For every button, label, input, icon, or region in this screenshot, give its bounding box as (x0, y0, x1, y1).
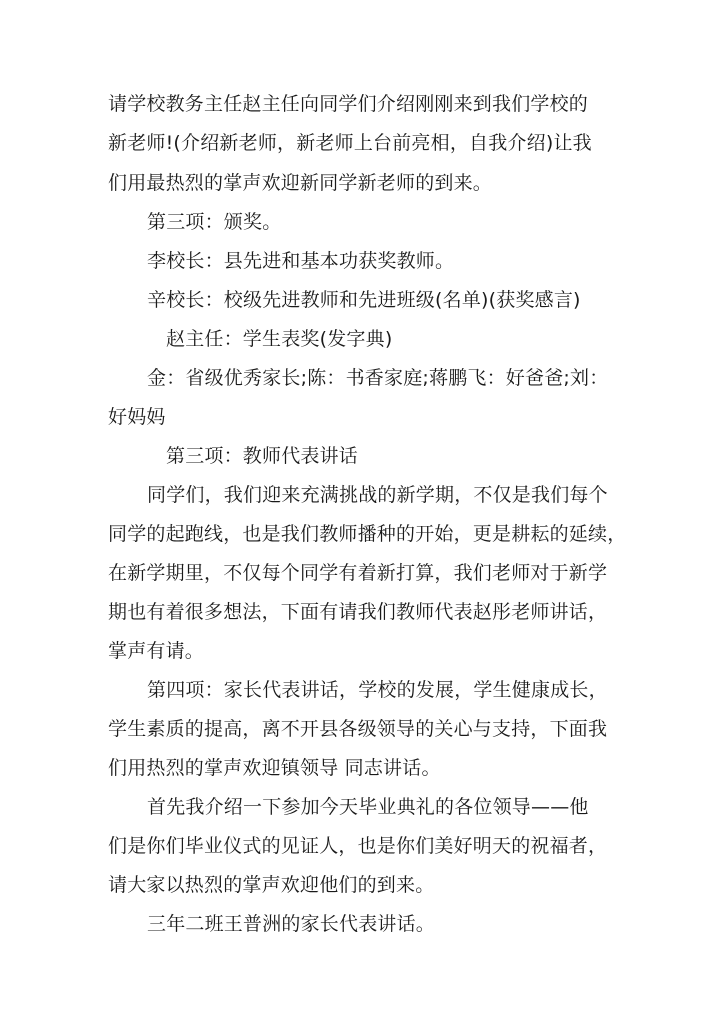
text-line: 赵主任：学生表奖(发字典) (166, 328, 393, 350)
text-line: 同学的起跑线，也是我们教师播种的开始，更是耕耘的延续， (108, 523, 627, 545)
text-line: 学生素质的提高，离不开县各级领导的关心与支持，下面我 (108, 718, 608, 740)
text-line: 掌声有请。 (108, 640, 205, 662)
text-line: 金：省级优秀家长;陈：书香家庭;蒋鹏飞：好爸爸;刘： (147, 367, 609, 389)
text-line: 在新学期里，不仅每个同学有着新打算，我们老师对于新学 (108, 562, 608, 584)
text-line: 三年二班王普洲的家长代表讲话。 (147, 913, 436, 935)
text-line: 同学们，我们迎来充满挑战的新学期，不仅是我们每个 (147, 484, 608, 506)
text-line: 们是你们毕业仪式的见证人，也是你们美好明天的祝福者， (108, 835, 608, 857)
section-heading: 第三项：教师代表讲话 (166, 445, 359, 467)
text-line: 辛校长：校级先进教师和先进班级(名单)(获奖感言) (147, 289, 581, 311)
text-line: 新老师!(介绍新老师，新老师上台前亮相，自我介绍)让我 (108, 132, 592, 154)
text-line: 请学校教务主任赵主任向同学们介绍刚刚来到我们学校的 (108, 93, 589, 115)
text-line: 期也有着很多想法，下面有请我们教师代表赵彤老师讲话， (108, 601, 608, 623)
section-heading: 第三项：颁奖。 (147, 211, 282, 233)
text-line: 们用热烈的掌声欢迎镇领导 同志讲话。 (108, 757, 441, 779)
text-line: 李校长：县先进和基本功获奖教师。 (147, 250, 455, 272)
text-line: 请大家以热烈的掌声欢迎他们的到来。 (108, 874, 435, 896)
text-line: 好妈妈 (108, 406, 166, 428)
section-heading: 第四项：家长代表讲话，学校的发展，学生健康成长， (147, 679, 608, 701)
text-line: 首先我介绍一下参加今天毕业典礼的各位领导——他 (147, 796, 589, 818)
text-line: 们用最热烈的掌声欢迎新同学新老师的到来。 (108, 172, 493, 194)
